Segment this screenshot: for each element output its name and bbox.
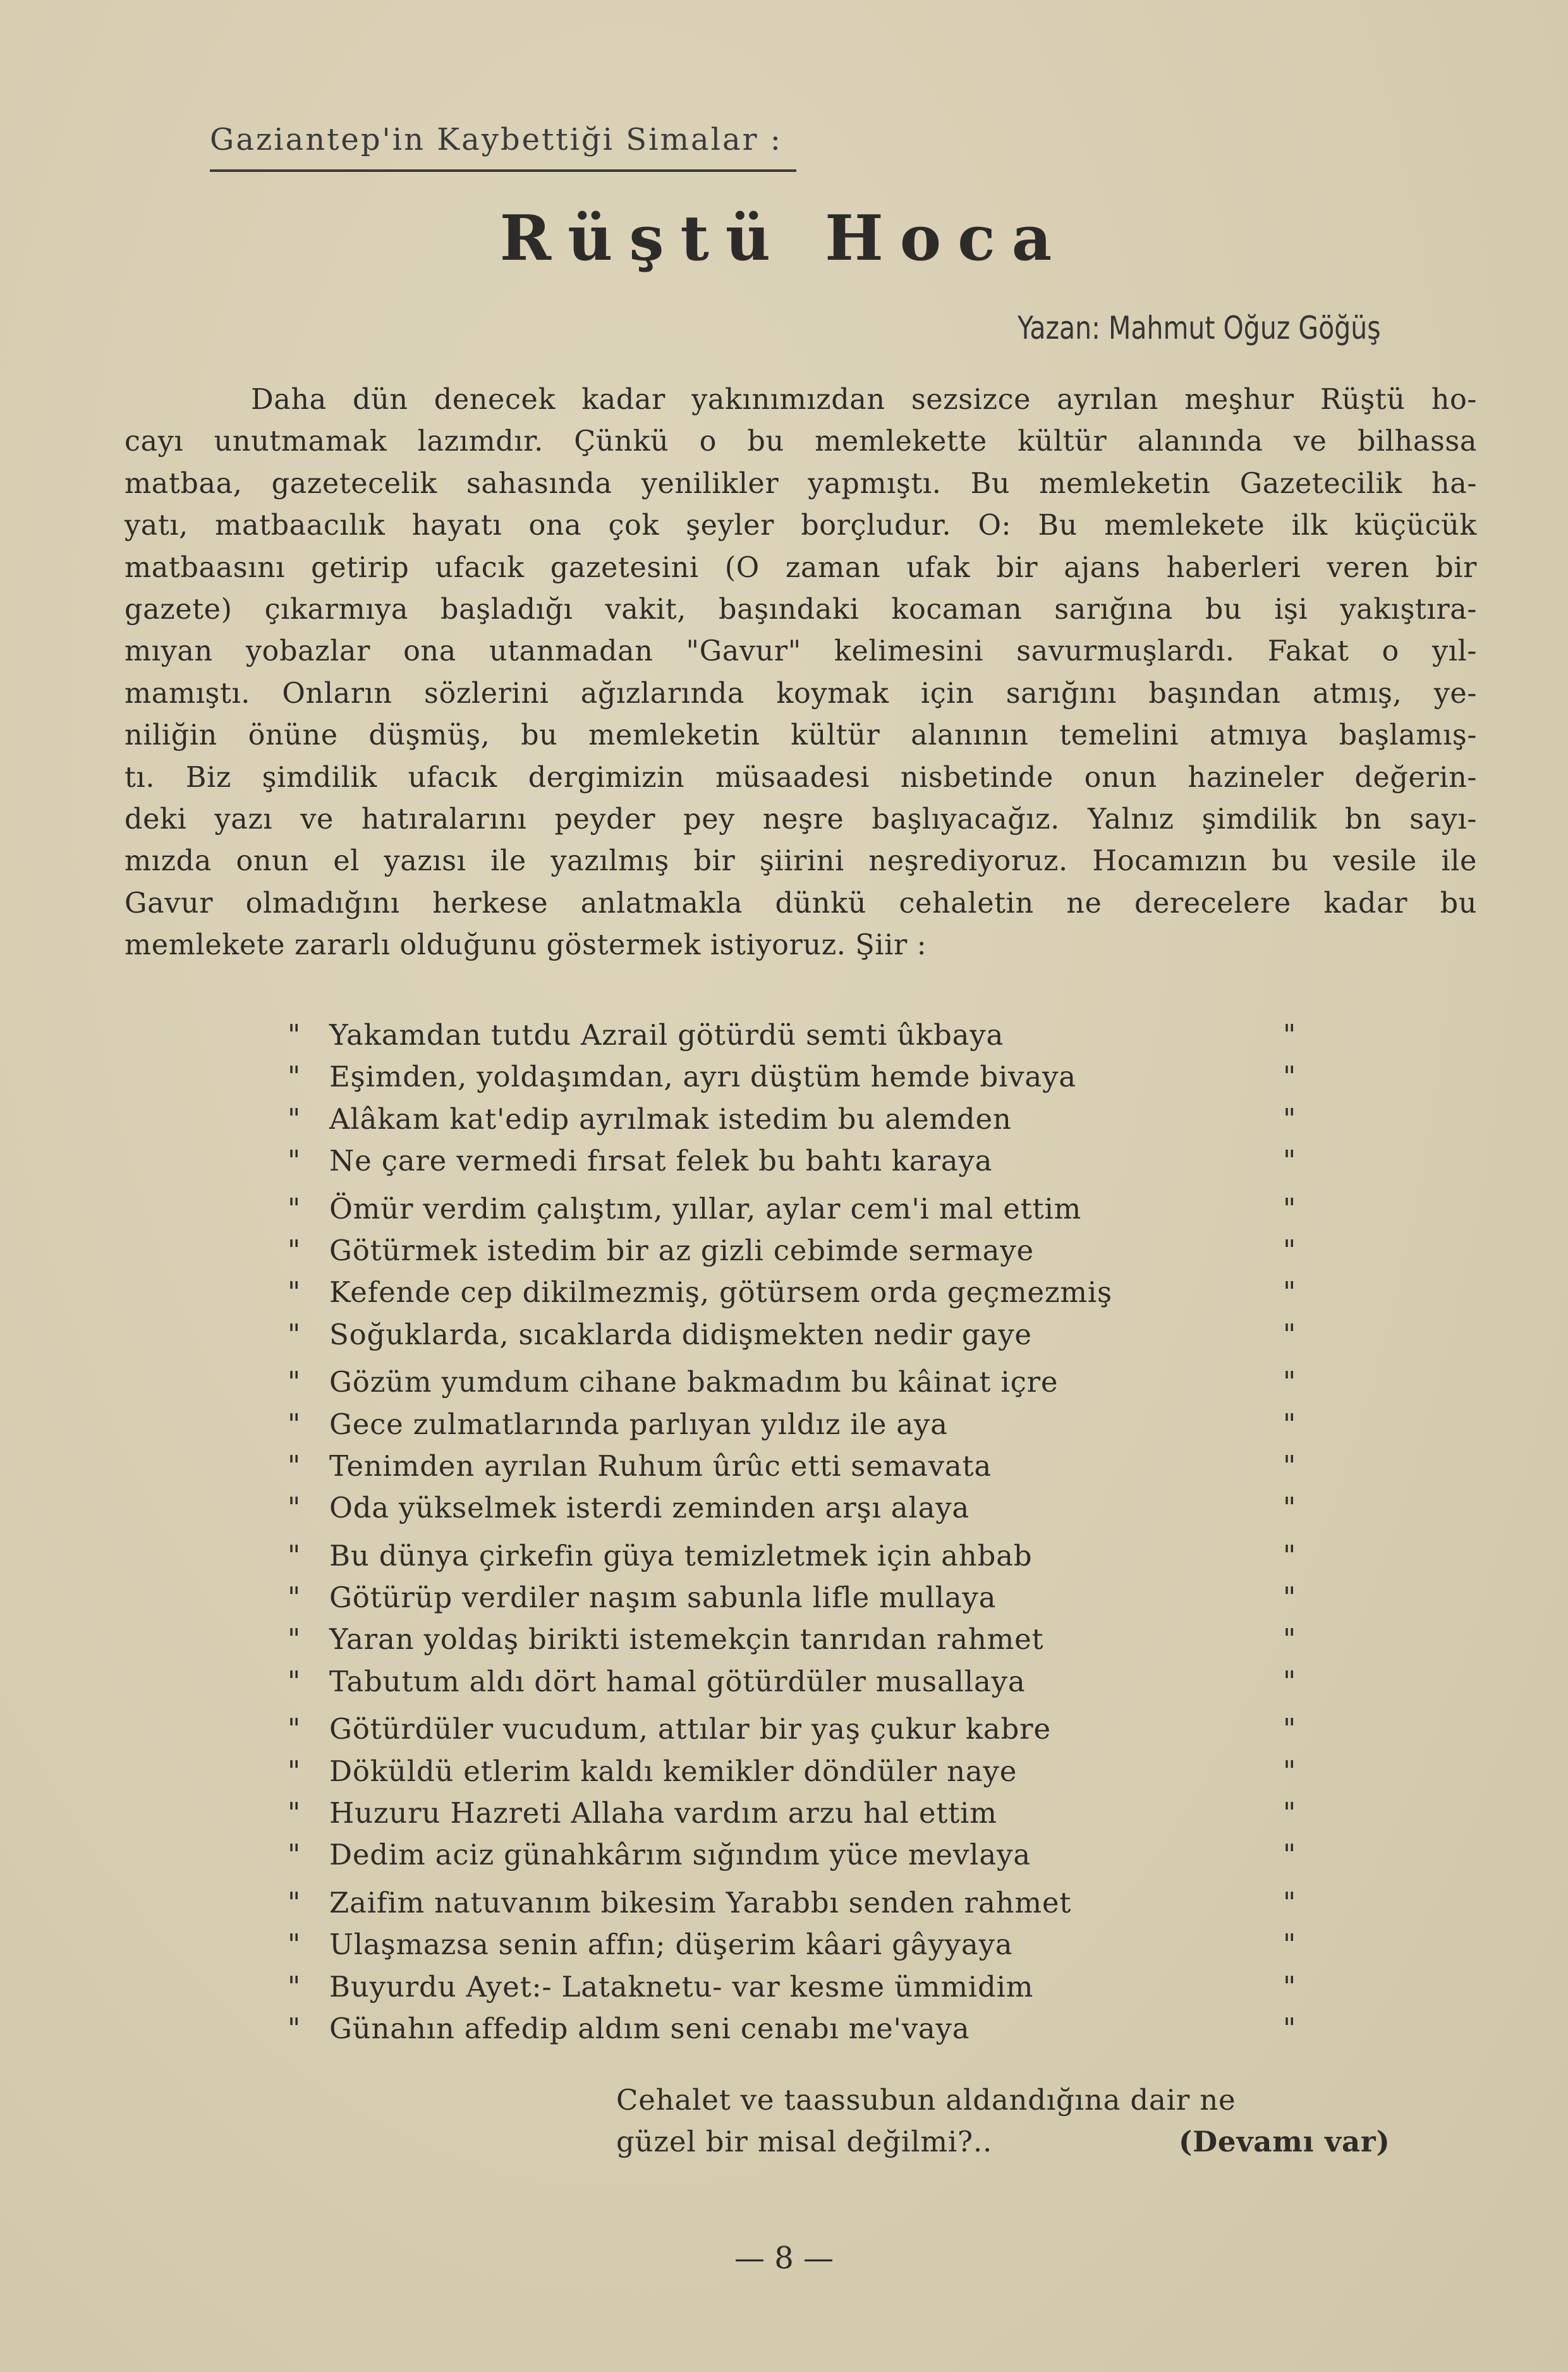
close-quote-mark: " — [1283, 1366, 1297, 1399]
paragraph-line: yatı, matbaacılık hayatı ona çok şeyler borçludur. O: Bu memlekete ilk küçücük — [125, 509, 1477, 542]
poem-line-text: Oda yükselmek isterdi zeminden arşı alaya — [329, 1491, 970, 1525]
poem-line — [288, 1882, 1311, 1924]
poem-line — [288, 1661, 1311, 1703]
close-quote-mark: " — [1283, 2012, 1297, 2045]
paragraph-line: mızda onun el yazısı ile yazılmış bir şiirini neşrediyoruz. Hocamızın bu vesile ile — [125, 845, 1477, 878]
poem-line — [288, 1751, 1311, 1792]
poem-line — [288, 1098, 1311, 1140]
close-quote-mark: " — [1283, 1102, 1297, 1135]
poem-line-text: Soğuklarda, sıcaklarda didişmekten nedir gaye — [329, 1317, 1032, 1351]
open-quote-mark: " — [288, 1408, 301, 1440]
poem-line — [288, 1708, 1311, 1750]
paragraph-line: deki yazı ve hatıralarını peyder pey neşre başlıyacağız. Yalnız şimdilik bn sayı- — [125, 803, 1477, 836]
close-quote-mark: " — [1283, 1192, 1297, 1225]
close-quote-mark: " — [1283, 1539, 1297, 1572]
close-quote-mark: " — [1283, 1713, 1297, 1746]
poem-line — [288, 1445, 1311, 1487]
poem-line — [288, 1314, 1311, 1356]
open-quote-mark: " — [288, 2012, 301, 2045]
closing-line: Cehalet ve taassubun aldandığına dair ne — [616, 2083, 1236, 2117]
close-quote-mark: " — [1283, 1581, 1297, 1614]
poem-line — [288, 1014, 1311, 1056]
open-quote-mark: " — [288, 1318, 301, 1351]
poem-line-text: Günahın affedip aldım seni cenabı me'vaya — [329, 2011, 970, 2045]
poem — [288, 1014, 1311, 2050]
open-quote-mark: " — [288, 1886, 301, 1919]
poem-line-text: Bu dünya çirkefin güya temizletmek için ahbab — [329, 1538, 1033, 1572]
poem-line-text: Alâkam kat'edip ayrılmak istedim bu alemden — [329, 1102, 1012, 1136]
open-quote-mark: " — [288, 1581, 301, 1614]
close-quote-mark: " — [1283, 1449, 1297, 1482]
closing-line — [616, 2121, 1400, 2163]
open-quote-mark: " — [288, 1492, 301, 1524]
poem-line-text: Ulaşmazsa senin affın; düşerim kâari gâyyaya — [329, 1928, 1013, 1962]
poem-line-text: Götürmek istedim bir az gizli cebimde sermaye — [329, 1233, 1034, 1267]
close-quote-mark: " — [1283, 1928, 1297, 1961]
poem-line — [288, 1577, 1311, 1619]
poem-line — [288, 1140, 1311, 1182]
poem-line — [288, 1056, 1311, 1098]
open-quote-mark: " — [288, 1102, 301, 1135]
paragraph-line: cayı unutmamak lazımdır. Çünkü o bu memlekette kültür alanında ve bilhassa — [125, 425, 1477, 458]
paragraph-line: memlekete zararlı olduğunu göstermek istiyoruz. Şiir : — [125, 929, 927, 962]
paragraph-line: matbaasını getirip ufacık gazetesini (O zaman ufak bir ajans haberleri veren bir — [125, 551, 1477, 584]
close-quote-mark: " — [1283, 1623, 1297, 1656]
poem-line-text: Dedim aciz günahkârım sığındım yüce mevlaya — [329, 1838, 1031, 1872]
open-quote-mark: " — [288, 1970, 301, 2003]
poem-line-text: Tenimden ayrılan Ruhum ûrûc etti semavata — [329, 1449, 992, 1483]
paragraph-line: niliğin önüne düşmüş, bu memleketin kültür alanının temelini atmıya başlamış- — [125, 719, 1477, 752]
close-quote-mark: " — [1283, 1797, 1297, 1830]
poem-line — [288, 1619, 1311, 1660]
poem-line-text: Yaran yoldaş birikti istemekçin tanrıdan rahmet — [329, 1622, 1044, 1657]
open-quote-mark: " — [288, 1061, 301, 1093]
open-quote-mark: " — [288, 1449, 301, 1482]
poem-line — [288, 1792, 1311, 1834]
open-quote-mark: " — [288, 1839, 301, 1871]
paragraph-line: matbaa, gazetecelik sahasında yenilikler yapmıştı. Bu memleketin Gazetecilik ha- — [125, 467, 1477, 500]
open-quote-mark: " — [288, 1539, 301, 1572]
paragraph-line: tı. Biz şimdilik ufacık dergimizin müsaadesi nisbetinde onun hazineler değerin- — [125, 761, 1477, 794]
author-byline: Yazan: Mahmut Oğuz Göğüş — [1018, 310, 1381, 346]
closing-remark — [616, 2079, 1400, 2163]
paragraph-line: mamıştı. Onların sözlerini ağızlarında koymak için sarığını başından atmış, ye- — [125, 677, 1477, 710]
open-quote-mark: " — [288, 1366, 301, 1399]
poem-line-text: Gözüm yumdum cihane bakmadım bu kâinat içre — [329, 1365, 1059, 1399]
close-quote-mark: " — [1283, 1408, 1297, 1440]
close-quote-mark: " — [1283, 1886, 1297, 1919]
paragraph-line: gazete) çıkarmıya başladığı vakit, başındaki kocaman sarığına bu işi yakıştıra- — [125, 593, 1477, 626]
poem-line — [288, 1487, 1311, 1529]
poem-line — [288, 1361, 1311, 1403]
poem-line-text: Yakamdan tutdu Azrail götürdü semti ûkbaya — [329, 1018, 1004, 1052]
poem-line — [288, 1924, 1311, 1966]
close-quote-mark: " — [1283, 1145, 1297, 1177]
poem-line-text: Götürdüler vucudum, attılar bir yaş çukur kabre — [329, 1712, 1051, 1746]
open-quote-mark: " — [288, 1713, 301, 1746]
poem-line-text: Ömür verdim çalıştım, yıllar, aylar cem'i mal ettim — [329, 1191, 1082, 1226]
poem-line — [288, 1230, 1311, 1272]
closing-text: güzel bir misal değilmi?.. — [616, 2125, 993, 2158]
poem-line-text: Buyurdu Ayet:- Lataknetu- var kesme ümmidim — [329, 1969, 1034, 2004]
close-quote-mark: " — [1283, 1276, 1297, 1309]
open-quote-mark: " — [288, 1192, 301, 1225]
paragraph-line: Gavur olmadığını herkese anlatmakla dünkü cehaletin ne derecelere kadar bu — [125, 887, 1477, 920]
continued-note: (Devamı var) — [1179, 2125, 1390, 2158]
poem-line-text: Huzuru Hazreti Allaha vardım arzu hal ettim — [329, 1796, 997, 1830]
open-quote-mark: " — [288, 1145, 301, 1177]
poem-line-text: Götürüp verdiler naşım sabunla lifle mullaya — [329, 1581, 997, 1615]
close-quote-mark: " — [1283, 1492, 1297, 1524]
heading-underline — [210, 169, 796, 172]
paragraph-line: Daha dün denecek kadar yakınımızdan sezsizce ayrılan meşhur Rüştü ho- — [251, 384, 1477, 416]
open-quote-mark: " — [288, 1234, 301, 1267]
poem-line — [288, 1272, 1311, 1313]
close-quote-mark: " — [1283, 1234, 1297, 1267]
page-number: — 8 — — [734, 2241, 834, 2276]
intro-paragraph — [125, 379, 1477, 966]
open-quote-mark: " — [288, 1276, 301, 1309]
open-quote-mark: " — [288, 1755, 301, 1787]
poem-line — [288, 1535, 1311, 1577]
poem-line-text: Ne çare vermedi fırsat felek bu bahtı karaya — [329, 1144, 993, 1178]
poem-line — [288, 1188, 1311, 1230]
poem-line — [288, 2008, 1311, 2050]
close-quote-mark: " — [1283, 1970, 1297, 2003]
poem-line-text: Döküldü etlerim kaldı kemikler döndüler naye — [329, 1754, 1018, 1788]
close-quote-mark: " — [1283, 1839, 1297, 1871]
open-quote-mark: " — [288, 1797, 301, 1830]
poem-line-text: Zaifim natuvanım bikesim Yarabbı senden rahmet — [329, 1885, 1072, 1919]
poem-line-text: Gece zulmatlarında parlıyan yıldız ile aya — [329, 1407, 948, 1441]
series-heading: Gaziantep'in Kaybettiği Simalar : — [210, 122, 782, 157]
open-quote-mark: " — [288, 1665, 301, 1698]
poem-line — [288, 1834, 1311, 1876]
close-quote-mark: " — [1283, 1755, 1297, 1787]
open-quote-mark: " — [288, 1019, 301, 1051]
poem-line-text: Tabutum aldı dört hamal götürdüler musallaya — [329, 1664, 1026, 1698]
paragraph-line: mıyan yobazlar ona utanmadan "Gavur" kelimesini savurmuşlardı. Fakat o yıl- — [125, 635, 1477, 668]
open-quote-mark: " — [288, 1928, 301, 1961]
close-quote-mark: " — [1283, 1019, 1297, 1051]
article-title: Rüştü Hoca — [499, 202, 1069, 275]
poem-line — [288, 1404, 1311, 1445]
poem-line-text: Kefende cep dikilmezmiş, götürsem orda geçmezmiş — [329, 1275, 1112, 1310]
close-quote-mark: " — [1283, 1665, 1297, 1698]
open-quote-mark: " — [288, 1623, 301, 1656]
close-quote-mark: " — [1283, 1061, 1297, 1093]
poem-line-text: Eşimden, yoldaşımdan, ayrı düştüm hemde bivaya — [329, 1060, 1076, 1094]
close-quote-mark: " — [1283, 1318, 1297, 1351]
poem-line — [288, 1966, 1311, 2008]
